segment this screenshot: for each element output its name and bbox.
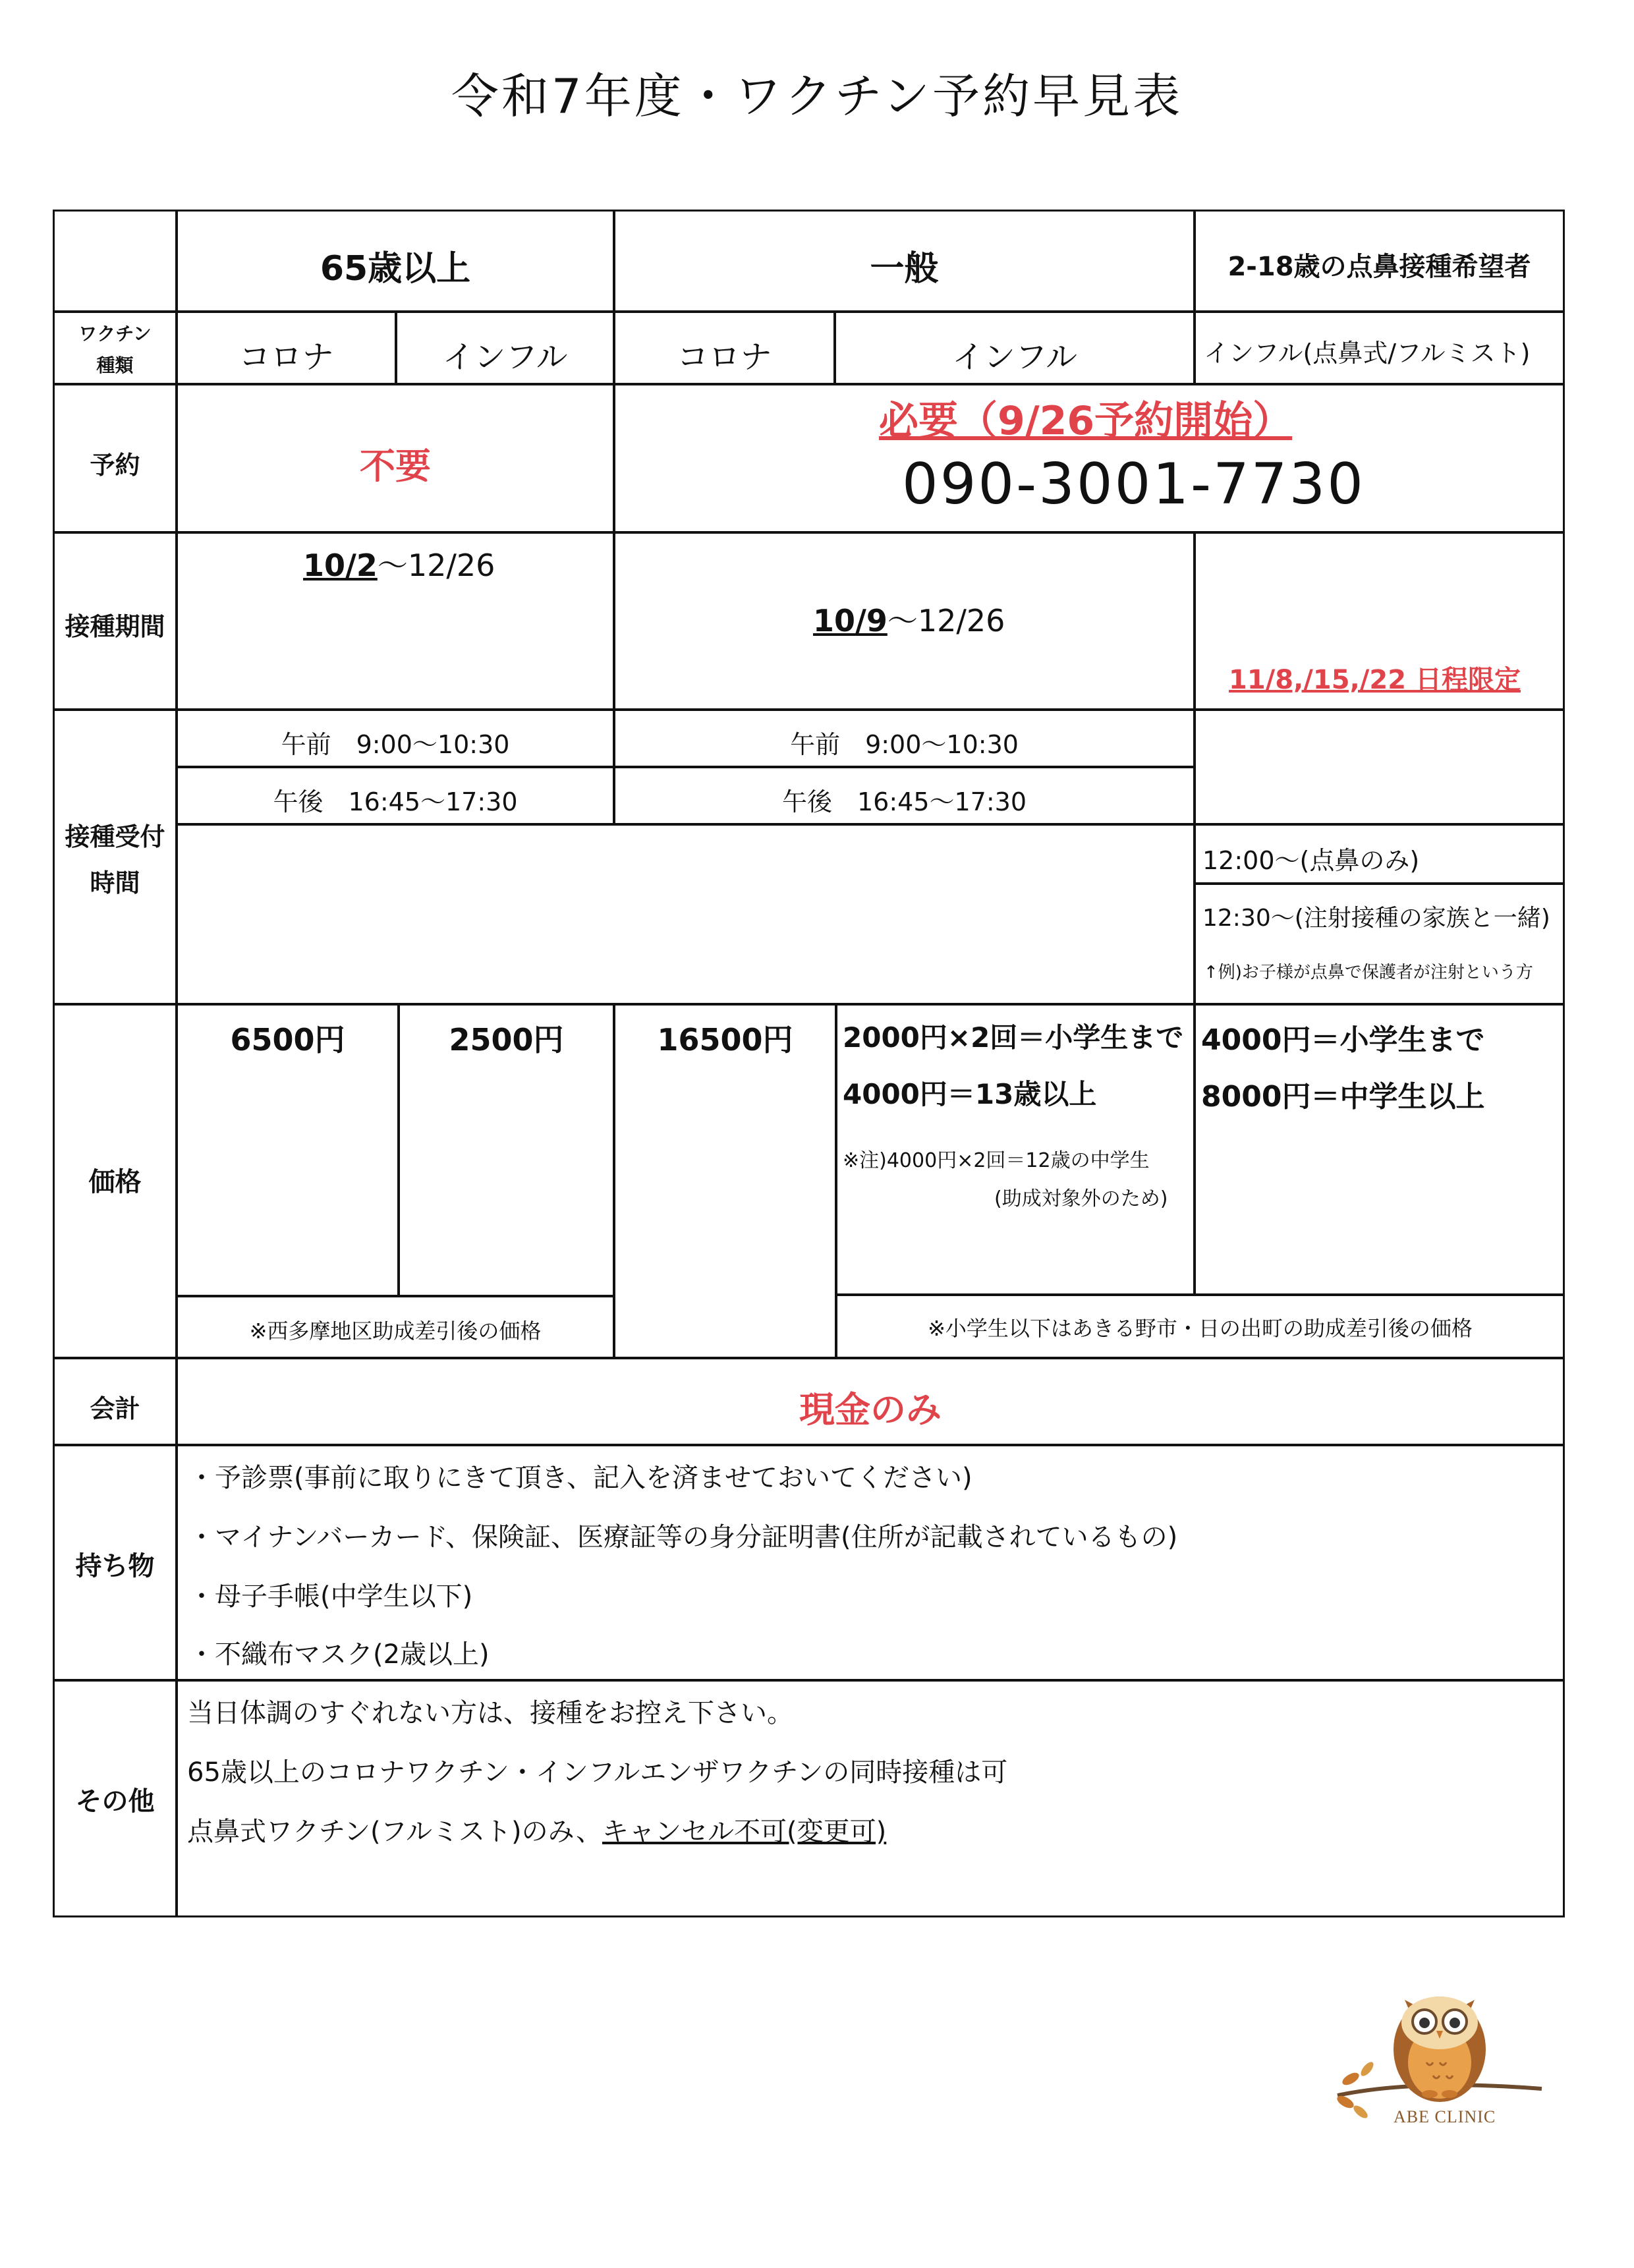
items-label: 持ち物: [75, 1551, 155, 1581]
senior-corona-type-cell: [176, 311, 397, 385]
reservation-label: 予約: [90, 451, 140, 480]
reception-senior-pm-cell: [176, 766, 615, 825]
reception-nasal-1-cell: [1194, 824, 1565, 884]
reception-nasal-2-cell: [1194, 883, 1565, 1005]
payment-value: 現金のみ: [799, 1389, 942, 1431]
period-senior-end: ～12/26: [377, 548, 495, 583]
vaccine-type-label-2: 種類: [96, 354, 134, 376]
clinic-logo-text: ABE CLINIC: [1394, 2107, 1496, 2126]
price-general-influ-cell: [835, 1004, 1195, 1295]
nasal-type-cell: [1194, 311, 1565, 385]
payment-value-cell: [176, 1357, 1565, 1446]
period-general-start: 10/9: [813, 603, 887, 638]
reception-empty-cell: [176, 824, 1195, 1005]
payment-label: 会計: [90, 1394, 140, 1423]
nasal-type: インフル(点鼻式/フルミスト): [1204, 339, 1531, 368]
other-line-3: [187, 1811, 886, 1848]
reception-general-am-cell: [613, 709, 1195, 768]
reservation-senior-cell: [176, 383, 615, 533]
reservation-senior: 不要: [360, 445, 431, 487]
period-general-end: ～12/26: [887, 603, 1005, 638]
vaccine-type-label-1: ワクチン: [78, 323, 152, 345]
reception-senior-am-cell: [176, 709, 615, 768]
period-senior-start: 10/2: [303, 548, 378, 583]
price-nasal-2: 8000円＝中学生以上: [1201, 1080, 1485, 1114]
period-senior-cell: [176, 532, 615, 710]
other-label-cell: [53, 1680, 177, 1917]
items-list-item: ・予診票(事前に取りにきて頂き、記入を済ませておいてください): [188, 1463, 972, 1493]
period-senior: [303, 542, 495, 585]
reception-general-pm: 午後 16:45～17:30: [781, 787, 1027, 816]
vaccine-type-label-cell: [53, 311, 177, 385]
period-general-cell: [613, 532, 1195, 710]
price-general-influ-note1: ※注)4000円×2回＝12歳の中学生: [843, 1149, 1150, 1172]
header-senior: 65歳以上: [320, 249, 471, 289]
period-nasal: 11/8,/15,/22 日程限定: [1229, 665, 1521, 695]
reception-nasal-2: 12:30～(注射接種の家族と一緒): [1202, 905, 1550, 932]
other-line-1: 当日体調のすぐれない方は、接種をお控え下さい。: [187, 1698, 793, 1728]
reservation-general: 必要（9/26予約開始）: [879, 398, 1293, 444]
other-line-2: 65歳以上のコロナワクチン・インフルエンザワクチンの同時接種は可: [187, 1757, 1008, 1788]
price-nasal-1: 4000円＝小学生まで: [1201, 1023, 1485, 1057]
price-label-cell: [53, 1004, 177, 1359]
price-nasal-cell: [1194, 1004, 1565, 1295]
items-list-cell: [176, 1444, 1565, 1681]
reception-senior-pm: 午後 16:45～17:30: [273, 787, 518, 816]
general-corona-type: コロナ: [677, 339, 772, 376]
price-general-influ-note2: (助成対象外のため): [994, 1187, 1168, 1210]
price-general-influ-1: 2000円×2回＝小学生まで: [843, 1021, 1184, 1054]
general-corona-type-cell: [613, 311, 835, 385]
reception-nasal-empty-cell: [1194, 709, 1565, 825]
payment-label-cell: [53, 1357, 177, 1446]
price-senior-corona: 6500円: [230, 1022, 345, 1058]
items-label-cell: [53, 1444, 177, 1681]
general-influ-type-cell: [834, 311, 1195, 385]
page-title: 令和7年度・ワクチン予約早見表: [451, 69, 1183, 124]
reception-general-am: 午前 9:00～10:30: [790, 730, 1019, 759]
other-line-3-prefix: 点鼻式ワクチン(フルミスト)のみ、: [187, 1817, 603, 1847]
reception-label-cell: [53, 709, 177, 1005]
reception-general-pm-cell: [613, 766, 1195, 825]
items-list-item: ・母子手帳(中学生以下): [188, 1581, 473, 1612]
price-senior-footnote: ※西多摩地区助成差引後の価格: [249, 1318, 542, 1344]
corner-cell: [53, 210, 177, 312]
reception-label-2: 時間: [90, 868, 140, 897]
header-senior-cell: [176, 210, 615, 312]
period-nasal-cell: [1194, 532, 1565, 710]
header-general-cell: [613, 210, 1195, 312]
senior-influ-type-cell: [395, 311, 615, 385]
price-general-corona-cell: [613, 1004, 837, 1359]
reception-label-1: 接種受付: [65, 822, 165, 851]
price-general-influ-2: 4000円＝13歳以上: [843, 1078, 1097, 1110]
other-label: その他: [75, 1786, 155, 1817]
price-general-footnote-cell: [835, 1294, 1565, 1359]
price-senior-influ: 2500円: [449, 1022, 564, 1058]
header-nasal: 2-18歳の点鼻接種希望者: [1227, 252, 1531, 282]
reception-nasal-1: 12:00～(点鼻のみ): [1202, 846, 1420, 875]
reservation-label-cell: [53, 383, 177, 533]
header-nasal-cell: [1194, 210, 1565, 312]
senior-influ-type: インフル: [442, 339, 568, 376]
price-senior-footnote-cell: [176, 1295, 615, 1359]
header-general: 一般: [870, 249, 939, 289]
price-senior-corona-cell: [176, 1004, 399, 1297]
period-label-cell: [53, 532, 177, 710]
price-senior-influ-cell: [398, 1004, 615, 1297]
clinic-logo: [1331, 1964, 1548, 2135]
senior-corona-type: コロナ: [239, 339, 334, 376]
reservation-general-cell: [613, 383, 1565, 533]
general-influ-type: インフル: [951, 339, 1078, 376]
other-line-3-underlined: キャンセル不可(変更可): [602, 1817, 887, 1847]
other-text-cell: [176, 1680, 1565, 1917]
price-label: 価格: [88, 1167, 142, 1197]
items-list-item: ・マイナンバーカード、保険証、医療証等の身分証明書(住所が記載されているもの): [188, 1522, 1178, 1552]
price-general-footnote: ※小学生以下はあきる野市・日の出町の助成差引後の価格: [928, 1316, 1473, 1341]
reservation-phone[interactable]: 090-3001-7730: [902, 451, 1365, 517]
items-list-item: ・不織布マスク(2歳以上): [188, 1639, 490, 1670]
price-general-corona: 16500円: [657, 1022, 793, 1058]
reception-senior-am: 午前 9:00～10:30: [281, 730, 510, 759]
reception-nasal-note: ↑例)お子様が点鼻で保護者が注射という方: [1204, 963, 1533, 982]
period-general: [813, 597, 1005, 640]
period-label: 接種期間: [65, 612, 165, 641]
